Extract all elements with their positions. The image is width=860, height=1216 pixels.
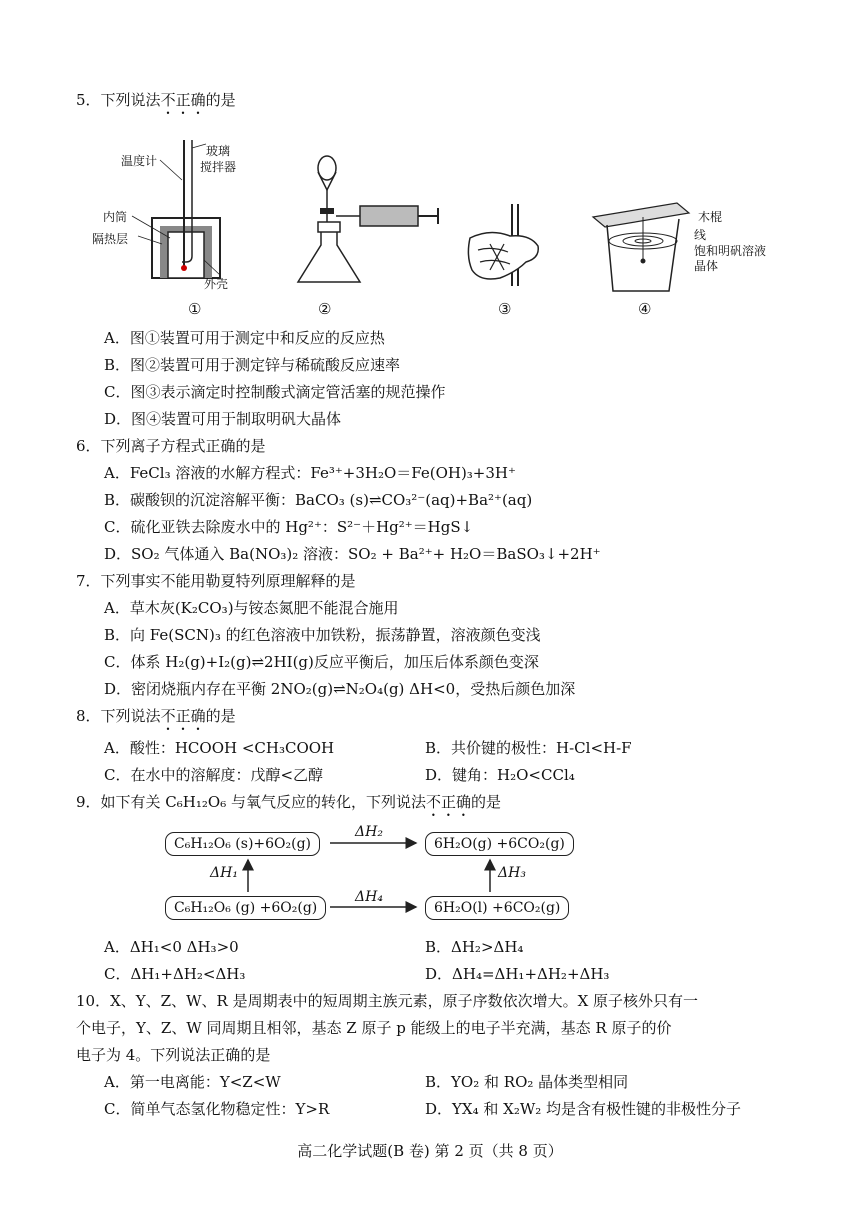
figure-crystal-beaker — [585, 195, 695, 300]
q8-option-a: A．酸性：HCOOH <CH₃COOH — [104, 739, 335, 757]
q9-box-bottom-right: 6H₂O(l) +6CO₂(g) — [425, 896, 569, 920]
caption-4: ④ — [638, 300, 652, 318]
q6-option-a: A．FeCl₃ 溶液的水解方程式：Fe³⁺+3H₂O＝Fe(OH)₃+3H⁺ — [104, 464, 516, 482]
page-footer: 高二化学试题(B 卷) 第 2 页（共 8 页） — [297, 1142, 563, 1160]
q9-box-bottom-left: C₆H₁₂O₆ (g) +6O₂(g) — [165, 896, 326, 920]
q9-box-top-left: C₆H₁₂O₆ (s)+6O₂(g) — [165, 832, 320, 856]
q5-option-d: D．图④装置可用于制取明矾大晶体 — [104, 410, 342, 428]
figure-flask-syringe — [290, 150, 440, 290]
label-thread: 线 — [694, 228, 707, 242]
q7-stem: 7．下列事实不能用勒夏特列原理解释的是 — [76, 572, 356, 590]
q10-stem-line1: 10．X、Y、Z、W、R 是周期表中的短周期主族元素，原子序数依次增大。X 原子核外只有一 — [76, 992, 699, 1010]
label-solution: 饱和明矾溶液 — [694, 244, 767, 258]
q9-box-top-right: 6H₂O(g) +6CO₂(g) — [425, 832, 574, 856]
q7-option-b: B．向 Fe(SCN)₃ 的红色溶液中加铁粉，振荡静置，溶液颜色变浅 — [104, 626, 541, 644]
q10-stem-line3: 电子为 4。下列说法正确的是 — [76, 1046, 271, 1064]
q8-option-c: C．在水中的溶解度：戊醇<乙醇 — [104, 766, 324, 784]
q9-dh2-label: ΔH₂ — [355, 824, 383, 840]
label-inner: 内筒 — [103, 210, 128, 224]
q10-option-b: B．YO₂ 和 RO₂ 晶体类型相同 — [425, 1073, 629, 1091]
q9-option-a: A．ΔH₁<0 ΔH₃>0 — [104, 938, 239, 956]
q7-option-c: C．体系 H₂(g)+I₂(g)⇌2HI(g)反应平衡后，加压后体系颜色变深 — [104, 653, 539, 671]
q8-option-b: B．共价键的极性：H-Cl<H-F — [425, 739, 632, 757]
caption-3: ③ — [498, 300, 512, 318]
q5-option-b: B．图②装置可用于测定锌与稀硫酸反应速率 — [104, 356, 401, 374]
q8-stem: 8．下列说法不正确的是 — [76, 707, 236, 725]
q9-dh3-label: ΔH₃ — [498, 865, 526, 881]
q9-option-d: D．ΔH₄=ΔH₁+ΔH₂+ΔH₃ — [425, 965, 610, 983]
q9-stem: 9．如下有关 C₆H₁₂O₆ 与氧气反应的转化，下列说法不正确的是 — [76, 793, 502, 811]
q9-dh4-label: ΔH₄ — [355, 889, 383, 905]
label-insulation: 隔热层 — [92, 232, 129, 246]
q6-option-c: C．硫化亚铁去除废水中的 Hg²⁺：S²⁻＋Hg²⁺＝HgS↓ — [104, 518, 474, 536]
q9-option-b: B．ΔH₂>ΔH₄ — [425, 938, 524, 956]
q5-option-c: C．图③表示滴定时控制酸式滴定管活塞的规范操作 — [104, 383, 446, 401]
q6-option-b: B．碳酸钡的沉淀溶解平衡：BaCO₃ (s)⇌CO₃²⁻(aq)+Ba²⁺(aq) — [104, 491, 533, 509]
label-glass: 玻璃 — [206, 144, 231, 158]
q9-option-c: C．ΔH₁+ΔH₂<ΔH₃ — [104, 965, 246, 983]
q10-stem-line2: 个电子，Y、Z、W 同周期且相邻，基态 Z 原子 p 能级上的电子半充满，基态 R 原子的价 — [76, 1019, 672, 1037]
label-shell: 外壳 — [204, 277, 229, 291]
q5-stem: 5．下列说法不正确的是 — [76, 91, 236, 109]
figure-burette-hand — [460, 200, 550, 295]
q5-option-a: A．图①装置可用于测定中和反应的反应热 — [104, 329, 385, 347]
q6-stem: 6．下列离子方程式正确的是 — [76, 437, 266, 455]
q10-option-a: A．第一电离能：Y<Z<W — [104, 1073, 281, 1091]
q10-option-d: D．YX₄ 和 X₂W₂ 均是含有极性键的非极性分子 — [425, 1100, 742, 1118]
label-crystal: 晶体 — [694, 259, 719, 273]
label-thermometer: 温度计 — [121, 154, 158, 168]
label-stick: 木棍 — [698, 210, 723, 224]
caption-1: ① — [188, 300, 202, 318]
q6-option-d: D．SO₂ 气体通入 Ba(NO₃)₂ 溶液：SO₂ + Ba²⁺+ H₂O＝BaSO₃↓+2H⁺ — [104, 545, 601, 563]
caption-2: ② — [318, 300, 332, 318]
q7-option-d: D．密闭烧瓶内存在平衡 2NO₂(g)⇌N₂O₄(g) ΔH<0，受热后颜色加深 — [104, 680, 576, 698]
q10-option-c: C．简单气态氢化物稳定性：Y>R — [104, 1100, 330, 1118]
q9-arrows — [0, 820, 860, 930]
q8-option-d: D．键角：H₂O<CCl₄ — [425, 766, 575, 784]
label-stirrer: 搅拌器 — [200, 160, 237, 174]
q7-option-a: A．草木灰(K₂CO₃)与铵态氮肥不能混合施用 — [104, 599, 399, 617]
q9-dh1-label: ΔH₁ — [210, 865, 238, 881]
